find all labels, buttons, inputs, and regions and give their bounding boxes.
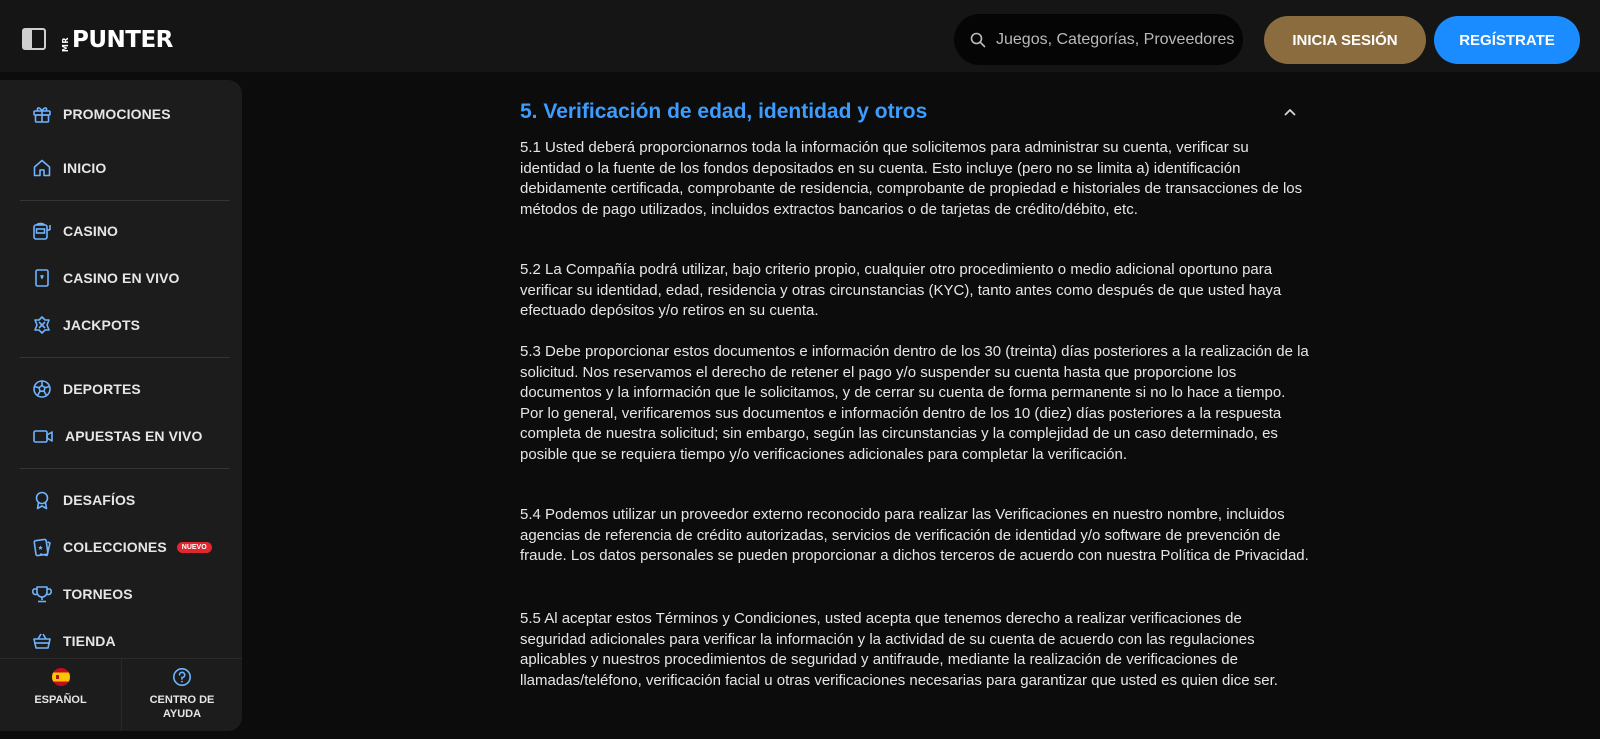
medal-icon bbox=[32, 490, 52, 510]
sidebar-item-label: JACKPOTS bbox=[63, 317, 141, 333]
card-icon bbox=[32, 268, 52, 288]
sidebar-item-label: CASINO EN VIVO bbox=[63, 270, 180, 286]
language-selector[interactable] bbox=[0, 659, 121, 731]
shop-basket-icon bbox=[32, 631, 52, 651]
jackpot-icon bbox=[32, 315, 52, 335]
logo[interactable] bbox=[62, 26, 173, 52]
sidebar-item-casino-en-vivo[interactable] bbox=[0, 258, 242, 298]
sidebar-item-torneos[interactable] bbox=[0, 574, 242, 614]
sidebar-footer bbox=[0, 658, 242, 731]
sidebar-item-desafios[interactable] bbox=[0, 480, 242, 520]
sidebar-item-colecciones[interactable] bbox=[0, 527, 242, 567]
sidebar-item-label: TIENDA bbox=[63, 633, 116, 649]
paragraph-5-2: 5.2 La Compañía podrá utilizar, bajo criterio propio, cualquier otro procedimiento o medio adicional oportuno para verificar su identidad, edad, residencia y otras circunstancias (KYC), tanto antes como después de que usted haya efectuado depósitos y/o retiros en su cuenta. bbox=[520, 261, 1282, 320]
paragraph-5-5: 5.5 Al aceptar estos Términos y Condiciones, usted acepta que tenemos derecho a realizar verificaciones de seguridad adicionales para verificar la información y la actividad de su cuenta de acuerdo con las regulaciones aplicables y nuestros procedimientos de seguridad y antifraude, mediante la realización de verificaciones de llamadas/teléfono, verificación facial u otras verificaciones necesarias para garantizar que usted es quien dice ser. bbox=[520, 610, 1278, 689]
sidebar-item-label: INICIO bbox=[63, 160, 107, 176]
sidebar-item-label: COLECCIONES bbox=[63, 539, 167, 555]
sidebar-item-label: APUESTAS EN VIVO bbox=[65, 428, 203, 444]
football-icon bbox=[32, 379, 52, 399]
home-icon bbox=[32, 158, 52, 178]
sidebar-item-label: DEPORTES bbox=[63, 381, 141, 397]
register-button[interactable]: REGÍSTRATE bbox=[1434, 16, 1580, 64]
collection-card-icon bbox=[32, 537, 52, 557]
video-camera-icon bbox=[32, 426, 54, 446]
section-header[interactable] bbox=[520, 92, 1310, 132]
help-center-label: CENTRO DE AYUDA bbox=[149, 694, 215, 720]
trophy-icon bbox=[32, 584, 52, 604]
sidebar-item-apuestas-en-vivo[interactable] bbox=[0, 416, 242, 456]
sidebar-divider bbox=[20, 357, 230, 358]
section-title: 5. Verificación de edad, identidad y otros bbox=[520, 100, 928, 123]
sidebar-divider bbox=[20, 200, 230, 201]
spain-flag-icon bbox=[51, 667, 71, 687]
sidebar-item-label: PROMOCIONES bbox=[63, 106, 171, 122]
gift-icon bbox=[32, 104, 52, 124]
paragraph-5-3: 5.3 Debe proporcionar estos documentos e información dentro de los 30 (treinta) días posteriores a la realización de la solicitud. Nos reservamos el derecho de retener el pago y/o suspender su cuenta hasta que proporcione los documentos y la información que le solicitamos, y de cerrar su cuenta de forma permanente si no lo hace a tiempo. Por lo general, verificaremos sus documentos e información dentro de los 10 (diez) días posteriores a la respuesta completa de nuestra solicitud; sin embargo, según las circunstancias y la complejidad de un caso determinado, es posible que se requiera tiempo y/o verificaciones adicionales para completar la verificación. bbox=[520, 343, 1309, 463]
new-badge: NUEVO bbox=[177, 542, 212, 553]
search-box[interactable] bbox=[954, 14, 1243, 65]
help-icon bbox=[172, 667, 192, 687]
sidebar-item-deportes[interactable] bbox=[0, 369, 242, 409]
logo-text: PUNTER bbox=[72, 27, 173, 53]
sidebar-item-tienda[interactable] bbox=[0, 621, 242, 661]
terms-section bbox=[520, 92, 1310, 689]
top-bar bbox=[0, 0, 1600, 72]
search-input[interactable] bbox=[996, 31, 1243, 49]
chevron-up-icon[interactable] bbox=[1282, 104, 1298, 120]
sidebar-toggle-icon[interactable] bbox=[22, 28, 46, 50]
language-label: ESPAÑOL bbox=[34, 694, 87, 706]
logo-mr: MR bbox=[61, 36, 70, 52]
search-icon bbox=[970, 32, 986, 48]
sidebar-item-label: CASINO bbox=[63, 223, 119, 239]
login-button[interactable]: INICIA SESIÓN bbox=[1264, 16, 1426, 64]
sidebar-item-label: TORNEOS bbox=[63, 586, 133, 602]
sidebar-item-promociones[interactable] bbox=[0, 94, 242, 134]
sidebar-item-inicio[interactable] bbox=[0, 148, 242, 188]
help-center-link[interactable] bbox=[121, 659, 242, 731]
slot-machine-icon bbox=[32, 221, 52, 241]
sidebar-item-label: DESAFÍOS bbox=[63, 492, 136, 508]
sidebar bbox=[0, 80, 242, 731]
paragraph-5-1: 5.1 Usted deberá proporcionarnos toda la información que solicitemos para administrar su cuenta, verificar su identidad o la fuente de los fondos depositados en su cuenta. Esto incluye (pero no se limita a) identificación debidamente certificada, comprobante de residencia, comprobante de propiedad e historiales de transacciones de los métodos de pago utilizados, incluidos extractos bancarios o de tarjetas de crédito/débito, etc. bbox=[520, 139, 1303, 218]
sidebar-item-jackpots[interactable] bbox=[0, 305, 242, 345]
sidebar-divider bbox=[20, 468, 230, 469]
sidebar-item-casino[interactable] bbox=[0, 211, 242, 251]
paragraph-5-4: 5.4 Podemos utilizar un proveedor externo reconocido para realizar las Verificaciones en nuestro nombre, incluidos agencias de referencia de crédito autorizadas, servicios de verificación de identidad y/o software de prevención de fraude. Los datos personales se pueden proporcionar a dichos terceros de acuerdo con nuestra Política de Privacidad. bbox=[520, 506, 1309, 565]
